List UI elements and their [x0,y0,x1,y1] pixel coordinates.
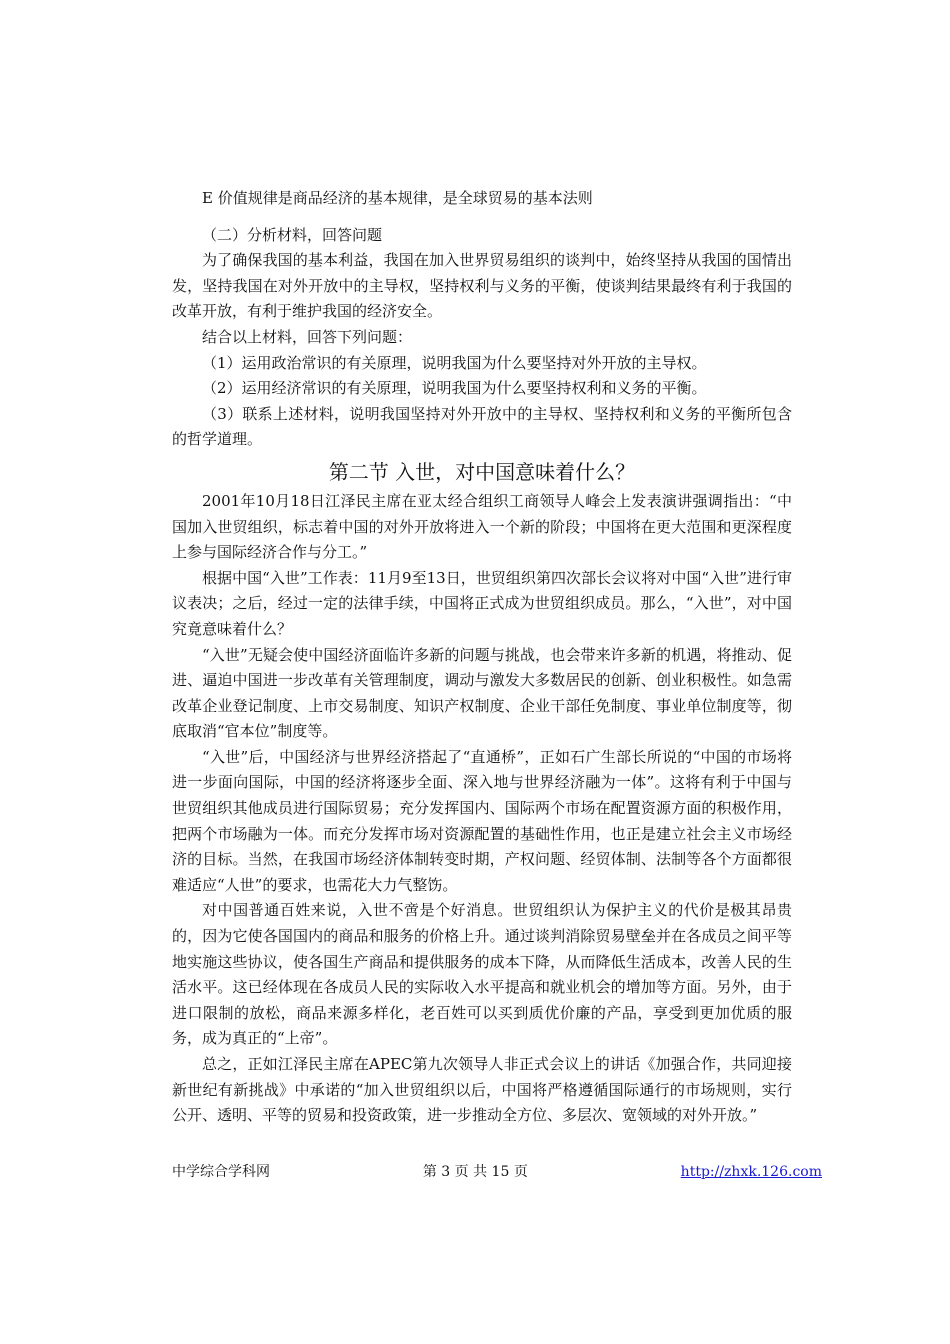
material-paragraph: 为了确保我国的基本利益，我国在加入世界贸易组织的谈判中，始终坚持从我国的国情出发，坚持我国在对外开放中的主导权，坚持权利与义务的平衡，使谈判结果最终有利于我国的改革开放，有利于维护我国的经济安全。 [172,251,792,321]
option-e: E 价值规律是商品经济的基本规律，是全球贸易的基本法则 [202,189,593,207]
question-prompt: 结合以上材料，回答下列问题： [202,327,413,346]
body-paragraph: 2001年10月18日江泽民主席在亚太经合组织工商领导人峰会上发表演讲强调指出：“中国加入世贸组织，标志着中国的对外开放将进入一个新的阶段；中国将在更大范围和更深程度上参与国际经济合作与分工。” [172,491,792,562]
footer-url-link[interactable]: http://zhxk.126.com [680,1164,822,1180]
body-paragraph: “入世”后，中国经济与世界经济搭起了“直通桥”，正如石广生部长所说的“中国的市场将进一步面向国际，中国的经济将逐步全面、深入地与世界经济融为一体”。这将有利于中国与世贸组织其他成员进行国际贸易；充分发挥国内、国际两个市场在配置资源方面的积极作用，把两个市场融为一体。而充分发挥市场对资源配置的基础性作用，也正是建立社会主义市场经济的目标。当然，在我国市场经济体制转变时期，产权问题、经贸体制、法制等各个方面都很难适应“人世”的要求，也需花大力气整饬。 [172,747,792,894]
footer-site-name: 中学综合学科网 [172,1164,270,1180]
document-body [172,186,792,1129]
question-3: （3）联系上述材料，说明我国坚持对外开放中的主导权、坚持权利和义务的平衡所包含的哲学道理。 [172,404,792,449]
question-2: （2）运用经济常识的有关原理，说明我国为什么要坚持权利和义务的平衡。 [202,379,707,398]
body-paragraph: “入世”无疑会使中国经济面临许多新的问题与挑战，也会带来许多新的机遇，将推动、促进、逼迫中国进一步改革有关管理制度，调动与激发大多数居民的创新、创业积极性。如急需改革企业登记制度、上市交易制度、知识产权制度、企业干部任免制度、事业单位制度等，彻底取消“官本位”制度等。 [172,645,792,741]
body-paragraph: 根据中国“入世”工作表：11月9至13日，世贸组织第四次部长会议将对中国“入世”进行审议表决；之后，经过一定的法律手续，中国将正式成为世贸组织成员。那么，“入世”，对中国究竟意味着什么？ [172,568,792,638]
page-footer [172,1162,822,1182]
footer-page-number: 第 3 页 共 15 页 [422,1164,528,1180]
section-two-label: （二）分析材料，回答问题 [202,225,383,244]
body-paragraph: 总之，正如江泽民主席在APEC第九次领导人非正式会议上的讲话《加强合作，共同迎接新世纪有新挑战》中承诺的“加入世贸组织以后，中国将严格遵循国际通行的市场规则，实行公开、透明、平等的贸易和投资政策，进一步推动全方位、多层次、宽领域的对外开放。” [172,1055,792,1125]
body-paragraph: 对中国普通百姓来说，入世不啻是个好消息。世贸组织认为保护主义的代价是极其昂贵的，因为它使各国国内的商品和服务的价格上升。通过谈判消除贸易壁垒并在各成员之间平等地实施这些协议，使各国生产商品和提供服务的成本下降，从而降低生活成本，改善人民的生活水平。这已经体现在各成员人民的实际收入水平提高和就业机会的增加等方面。另外，由于进口限制的放松，商品来源多样化，老百姓可以买到质优价廉的产品，享受到更加优质的服务，成为真正的“上帝”。 [172,901,792,1048]
section-heading: 第二节 入世，对中国意味着什么？ [328,459,636,484]
question-1: （1）运用政治常识的有关原理，说明我国为什么要坚持对外开放的主导权。 [202,353,707,372]
